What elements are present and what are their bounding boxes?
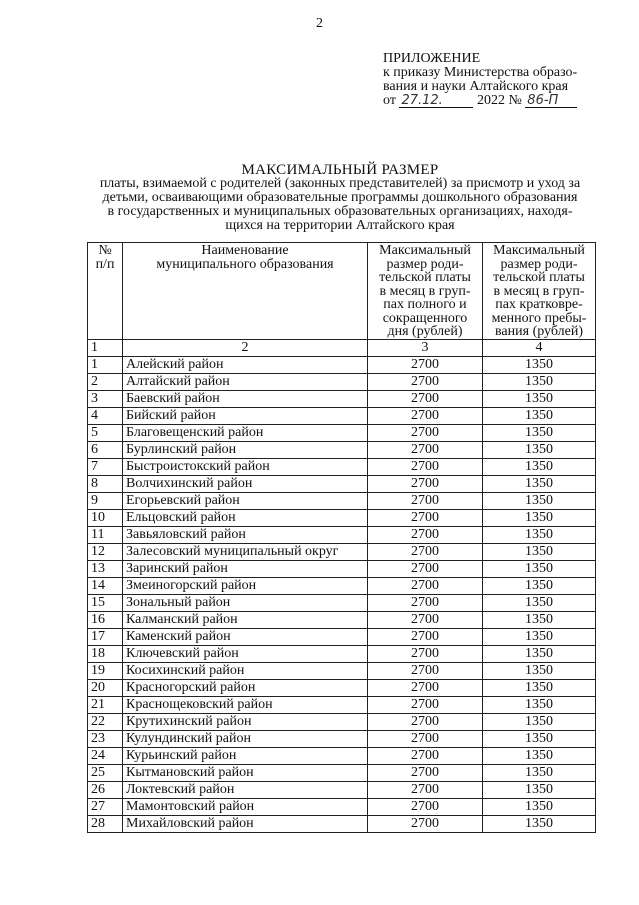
row-number: 27 <box>88 798 123 815</box>
table-row <box>88 509 596 526</box>
municipality-name: Калманский район <box>123 611 368 628</box>
table-row <box>88 628 596 645</box>
municipality-name: Михайловский район <box>123 815 368 832</box>
municipality-name: Ключевский район <box>123 645 368 662</box>
municipality-name: Курьинский район <box>123 747 368 764</box>
table-row <box>88 424 596 441</box>
table-row <box>88 441 596 458</box>
table-row <box>88 594 596 611</box>
row-number: 20 <box>88 679 123 696</box>
short-stay-fee: 1350 <box>483 543 596 560</box>
short-stay-fee: 1350 <box>483 441 596 458</box>
full-day-fee: 2700 <box>368 798 483 815</box>
table-row <box>88 390 596 407</box>
table-row <box>88 458 596 475</box>
table-row <box>88 373 596 390</box>
short-stay-fee: 1350 <box>483 713 596 730</box>
table-row <box>88 679 596 696</box>
row-number: 19 <box>88 662 123 679</box>
municipality-name: Заринский район <box>123 560 368 577</box>
short-stay-fee: 1350 <box>483 628 596 645</box>
table-row <box>88 730 596 747</box>
row-number: 5 <box>88 424 123 441</box>
municipality-name: Кытмановский район <box>123 764 368 781</box>
row-number: 9 <box>88 492 123 509</box>
full-day-fee: 2700 <box>368 628 483 645</box>
row-number: 23 <box>88 730 123 747</box>
row-number: 10 <box>88 509 123 526</box>
short-stay-fee: 1350 <box>483 407 596 424</box>
table-row <box>88 713 596 730</box>
short-stay-fee: 1350 <box>483 526 596 543</box>
full-day-fee: 2700 <box>368 764 483 781</box>
row-number: 11 <box>88 526 123 543</box>
row-number: 17 <box>88 628 123 645</box>
short-stay-fee: 1350 <box>483 781 596 798</box>
municipality-name: Зональный район <box>123 594 368 611</box>
short-stay-fee: 1350 <box>483 645 596 662</box>
full-day-fee: 2700 <box>368 815 483 832</box>
row-number: 18 <box>88 645 123 662</box>
index-cell: 1 <box>88 339 123 356</box>
full-day-fee: 2700 <box>368 458 483 475</box>
short-stay-fee: 1350 <box>483 390 596 407</box>
index-cell: 3 <box>368 339 483 356</box>
full-day-fee: 2700 <box>368 543 483 560</box>
full-day-fee: 2700 <box>368 747 483 764</box>
short-stay-fee: 1350 <box>483 509 596 526</box>
header-number: № п/п <box>88 243 123 340</box>
header-full-day: Максимальный размер роди- тельской платы в месяц в груп- пах полного и сокращенного дня (рублей) <box>368 243 483 340</box>
full-day-fee: 2700 <box>368 730 483 747</box>
municipality-name: Змеиногорский район <box>123 577 368 594</box>
row-number: 1 <box>88 356 123 373</box>
table-row <box>88 747 596 764</box>
municipality-name: Ельцовский район <box>123 509 368 526</box>
short-stay-fee: 1350 <box>483 560 596 577</box>
row-number: 2 <box>88 373 123 390</box>
short-stay-fee: 1350 <box>483 577 596 594</box>
full-day-fee: 2700 <box>368 679 483 696</box>
handwritten-number: 86-П <box>525 95 577 108</box>
year-text: 2022 № <box>476 93 522 108</box>
table-row <box>88 560 596 577</box>
short-stay-fee: 1350 <box>483 356 596 373</box>
fee-table <box>87 242 596 833</box>
table-row <box>88 577 596 594</box>
table-row <box>88 356 596 373</box>
short-stay-fee: 1350 <box>483 662 596 679</box>
full-day-fee: 2700 <box>368 713 483 730</box>
full-day-fee: 2700 <box>368 373 483 390</box>
full-day-fee: 2700 <box>368 509 483 526</box>
table-row <box>88 475 596 492</box>
full-day-fee: 2700 <box>368 611 483 628</box>
municipality-name: Залесовский муниципальный округ <box>123 543 368 560</box>
document-heading <box>60 163 620 233</box>
row-number: 22 <box>88 713 123 730</box>
heading-line-2: детьми, осваивающими образовательные программы дошкольного образования <box>102 190 578 205</box>
short-stay-fee: 1350 <box>483 747 596 764</box>
short-stay-fee: 1350 <box>483 458 596 475</box>
municipality-name: Егорьевский район <box>123 492 368 509</box>
municipality-name: Красногорский район <box>123 679 368 696</box>
short-stay-fee: 1350 <box>483 798 596 815</box>
full-day-fee: 2700 <box>368 475 483 492</box>
header-short-stay: Максимальный размер роди- тельской платы в месяц в груп- пах кратковре- менного пребы- вания (рублей) <box>483 243 596 340</box>
row-number: 26 <box>88 781 123 798</box>
full-day-fee: 2700 <box>368 526 483 543</box>
full-day-fee: 2700 <box>368 356 483 373</box>
page-number: 2 <box>316 16 323 31</box>
row-number: 8 <box>88 475 123 492</box>
appendix-date-line <box>383 94 633 108</box>
table-row <box>88 662 596 679</box>
index-cell: 2 <box>123 339 368 356</box>
row-number: 28 <box>88 815 123 832</box>
appendix-line-2: вания и науки Алтайского края <box>383 79 569 94</box>
table-row <box>88 815 596 832</box>
row-number: 7 <box>88 458 123 475</box>
short-stay-fee: 1350 <box>483 815 596 832</box>
municipality-name: Косихинский район <box>123 662 368 679</box>
row-number: 6 <box>88 441 123 458</box>
appendix-block <box>383 52 633 108</box>
heading-line-3: в государственных и муниципальных образовательных организациях, находя- <box>107 204 573 219</box>
municipality-name: Крутихинский район <box>123 713 368 730</box>
short-stay-fee: 1350 <box>483 764 596 781</box>
municipality-name: Быстроистокский район <box>123 458 368 475</box>
municipality-name: Бурлинский район <box>123 441 368 458</box>
appendix-title: ПРИЛОЖЕНИЕ <box>383 51 481 66</box>
full-day-fee: 2700 <box>368 696 483 713</box>
appendix-line-1: к приказу Министерства образо- <box>383 65 578 80</box>
short-stay-fee: 1350 <box>483 492 596 509</box>
heading-title: МАКСИМАЛЬНЫЙ РАЗМЕР <box>241 162 439 178</box>
row-number: 25 <box>88 764 123 781</box>
municipality-name: Мамонтовский район <box>123 798 368 815</box>
column-index-row <box>88 339 596 356</box>
from-label: от <box>383 93 396 108</box>
table-row <box>88 764 596 781</box>
row-number: 3 <box>88 390 123 407</box>
full-day-fee: 2700 <box>368 577 483 594</box>
municipality-name: Локтевский район <box>123 781 368 798</box>
table-row <box>88 611 596 628</box>
full-day-fee: 2700 <box>368 645 483 662</box>
row-number: 13 <box>88 560 123 577</box>
row-number: 14 <box>88 577 123 594</box>
full-day-fee: 2700 <box>368 594 483 611</box>
full-day-fee: 2700 <box>368 407 483 424</box>
short-stay-fee: 1350 <box>483 679 596 696</box>
full-day-fee: 2700 <box>368 441 483 458</box>
municipality-name: Алейский район <box>123 356 368 373</box>
full-day-fee: 2700 <box>368 492 483 509</box>
table-row <box>88 798 596 815</box>
short-stay-fee: 1350 <box>483 696 596 713</box>
handwritten-date: 27.12. <box>399 95 473 108</box>
short-stay-fee: 1350 <box>483 594 596 611</box>
municipality-name: Каменский район <box>123 628 368 645</box>
table-row <box>88 492 596 509</box>
municipality-name: Баевский район <box>123 390 368 407</box>
table-row <box>88 543 596 560</box>
table-row <box>88 645 596 662</box>
municipality-name: Волчихинский район <box>123 475 368 492</box>
table-row <box>88 696 596 713</box>
full-day-fee: 2700 <box>368 662 483 679</box>
short-stay-fee: 1350 <box>483 475 596 492</box>
table-row <box>88 526 596 543</box>
short-stay-fee: 1350 <box>483 424 596 441</box>
municipality-name: Бийский район <box>123 407 368 424</box>
row-number: 12 <box>88 543 123 560</box>
short-stay-fee: 1350 <box>483 611 596 628</box>
full-day-fee: 2700 <box>368 390 483 407</box>
municipality-name: Алтайский район <box>123 373 368 390</box>
full-day-fee: 2700 <box>368 781 483 798</box>
municipality-name: Благовещенский район <box>123 424 368 441</box>
table-row <box>88 407 596 424</box>
municipality-name: Завьяловский район <box>123 526 368 543</box>
short-stay-fee: 1350 <box>483 730 596 747</box>
row-number: 15 <box>88 594 123 611</box>
full-day-fee: 2700 <box>368 560 483 577</box>
short-stay-fee: 1350 <box>483 373 596 390</box>
row-number: 24 <box>88 747 123 764</box>
row-number: 16 <box>88 611 123 628</box>
heading-line-1: платы, взимаемой с родителей (законных представителей) за присмотр и уход за <box>99 176 581 191</box>
heading-line-4: щихся на территории Алтайского края <box>225 218 455 233</box>
index-cell: 4 <box>483 339 596 356</box>
table-row <box>88 781 596 798</box>
table-header-row <box>88 243 596 340</box>
row-number: 4 <box>88 407 123 424</box>
header-name: Наименование муниципального образования <box>123 243 368 340</box>
full-day-fee: 2700 <box>368 424 483 441</box>
row-number: 21 <box>88 696 123 713</box>
municipality-name: Кулундинский район <box>123 730 368 747</box>
municipality-name: Краснощековский район <box>123 696 368 713</box>
